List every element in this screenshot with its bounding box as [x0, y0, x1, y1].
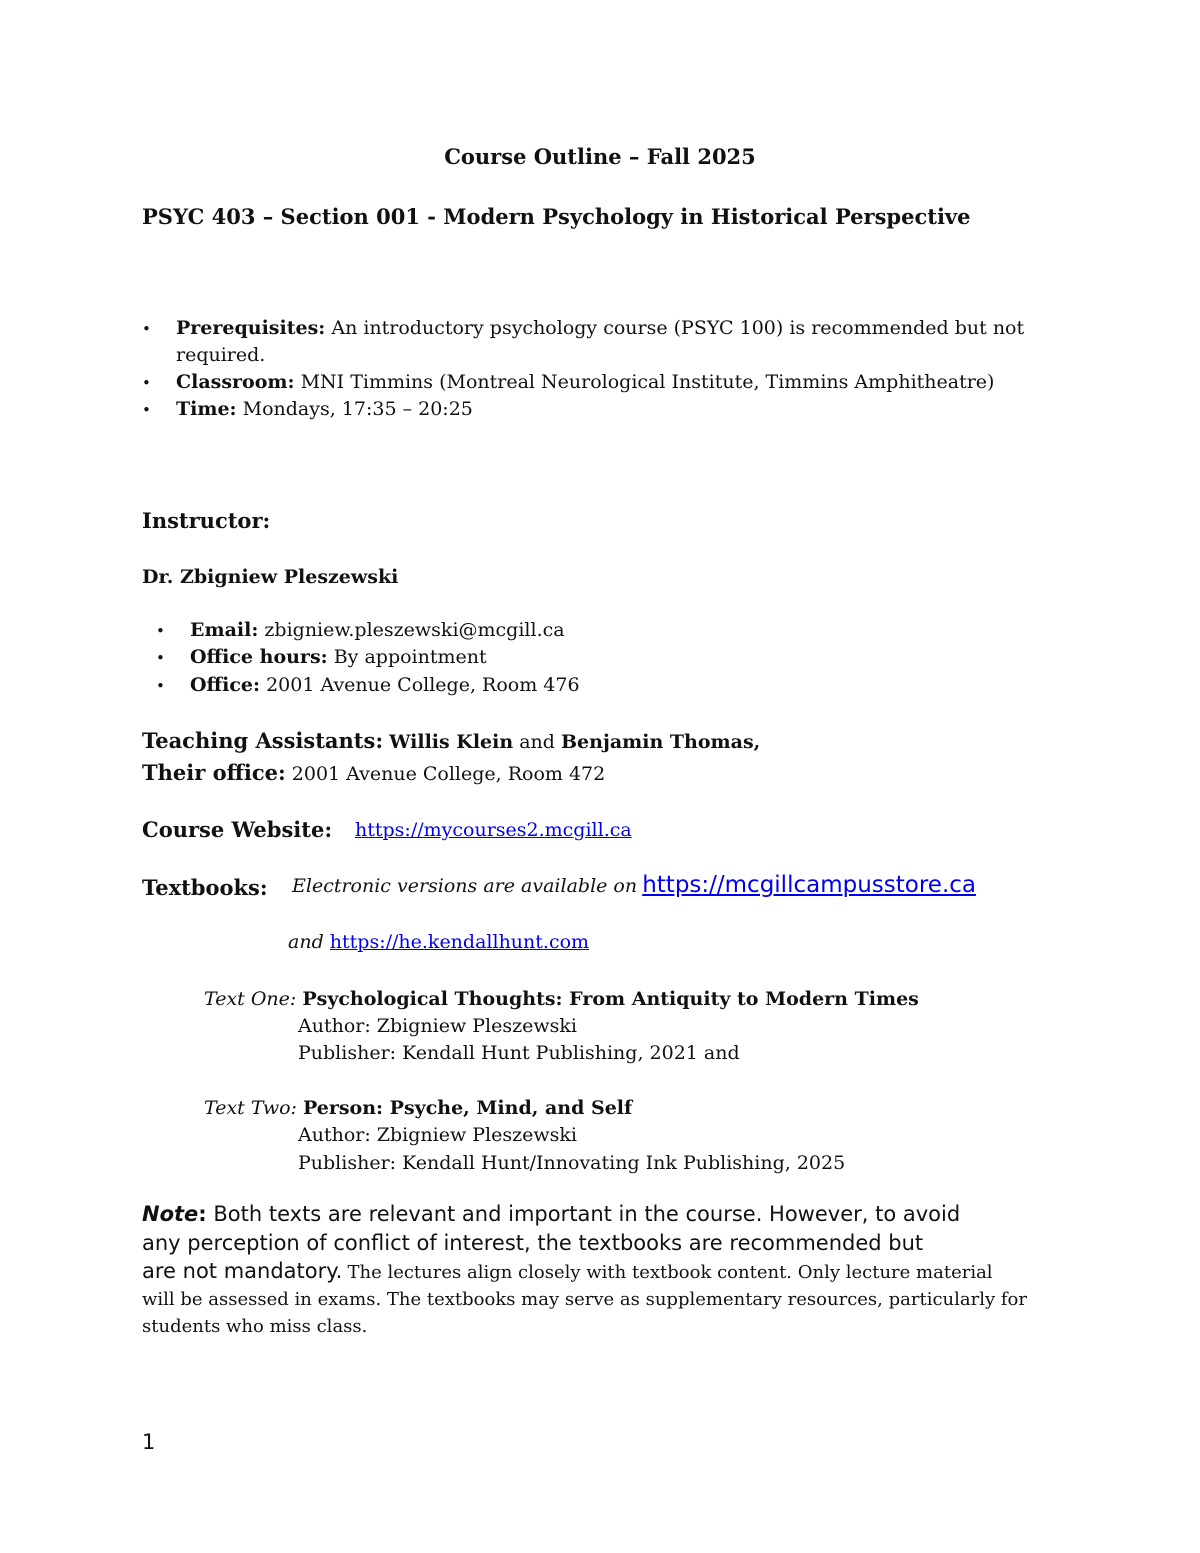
- text-two-publisher: Publisher: Kendall Hunt/Innovating Ink Publishing, 2025: [298, 1152, 846, 1174]
- ta-line: Teaching Assistants: Willis Klein and Benjamin Thomas,: [142, 728, 761, 753]
- textbooks-second-line: and https://he.kendallhunt.com: [288, 931, 590, 953]
- textbooks-label: Textbooks:: [142, 875, 268, 900]
- bullet-icon: •: [142, 374, 151, 392]
- bullet-icon: •: [156, 649, 165, 667]
- instructor-name: Dr. Zbigniew Pleszewski: [142, 566, 399, 588]
- bullet-icon: •: [156, 622, 165, 640]
- email-value[interactable]: zbigniew.pleszewski@mcgill.ca: [264, 619, 565, 641]
- page-title: Course Outline – Fall 2025: [444, 144, 756, 169]
- website-link[interactable]: https://mycourses2.mcgill.ca: [355, 819, 632, 841]
- kendallhunt-link[interactable]: https://he.kendallhunt.com: [329, 931, 590, 953]
- prerequisites-item-cont: required.: [176, 344, 266, 366]
- text-one-publisher: Publisher: Kendall Hunt Publishing, 2021 and: [298, 1042, 740, 1064]
- office-item: Office: 2001 Avenue College, Room 476: [190, 674, 580, 696]
- note-line-2: any perception of conflict of interest, the textbooks are recommended but: [142, 1231, 924, 1255]
- bullet-icon: •: [142, 320, 151, 338]
- website-label: Course Website:: [142, 817, 333, 842]
- note-line-3: are not mandatory. The lectures align closely with textbook content. Only lecture material: [142, 1259, 993, 1283]
- classroom-item: Classroom: MNI Timmins (Montreal Neurological Institute, Timmins Amphitheatre): [176, 371, 995, 393]
- prerequisites-item: Prerequisites: An introductory psychology course (PSYC 100) is recommended but not: [176, 317, 1025, 339]
- text-one-title-line: Text One: Psychological Thoughts: From Antiquity to Modern Times: [204, 988, 919, 1010]
- note-line-5: students who miss class.: [142, 1316, 368, 1337]
- note-line-1: Note: Both texts are relevant and important in the course. However, to avoid: [142, 1202, 961, 1226]
- note-line-4: will be assessed in exams. The textbooks may serve as supplementary resources, particularly for: [142, 1289, 1027, 1310]
- text-two-title-line: Text Two: Person: Psyche, Mind, and Self: [204, 1097, 633, 1119]
- textbooks-intro-line: Electronic versions are available on https://mcgillcampusstore.ca: [292, 872, 976, 898]
- text-one-author: Author: Zbigniew Pleszewski: [298, 1015, 577, 1037]
- course-title: PSYC 403 – Section 001 - Modern Psychology in Historical Perspective: [142, 204, 971, 229]
- ta-office-line: Their office: 2001 Avenue College, Room 472: [142, 760, 606, 785]
- text-two-author: Author: Zbigniew Pleszewski: [298, 1124, 577, 1146]
- email-item: Email: zbigniew.pleszewski@mcgill.ca: [190, 619, 565, 641]
- time-item: Time: Mondays, 17:35 – 20:25: [176, 398, 473, 420]
- office-hours-item: Office hours: By appointment: [190, 646, 487, 668]
- bullet-icon: •: [142, 401, 151, 419]
- instructor-heading: Instructor:: [142, 508, 271, 533]
- campus-store-link[interactable]: https://mcgillcampusstore.ca: [642, 872, 976, 898]
- bullet-icon: •: [156, 677, 165, 695]
- page-number: 1: [142, 1430, 156, 1454]
